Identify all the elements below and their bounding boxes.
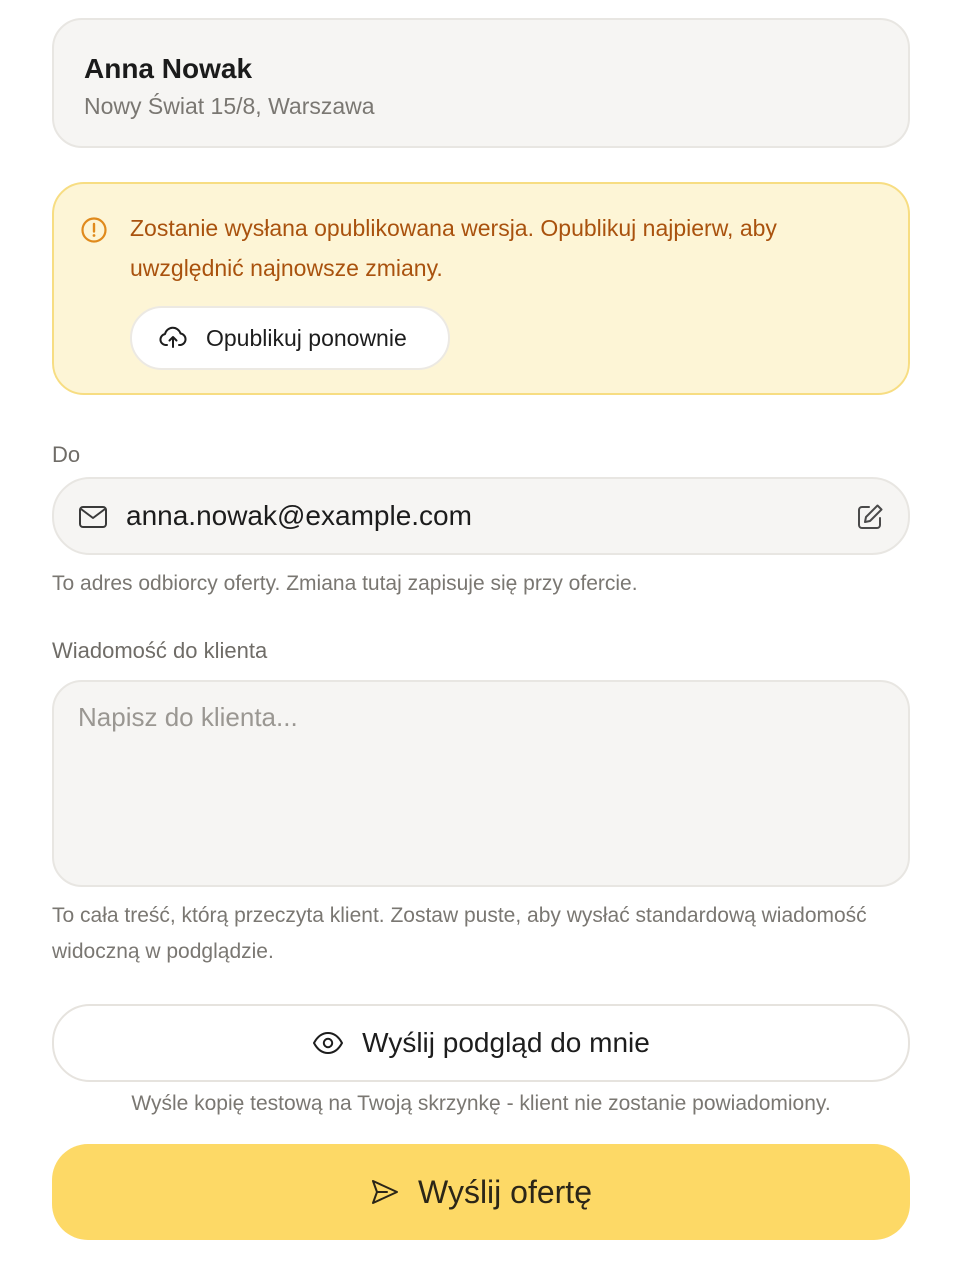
cloud-upload-icon xyxy=(158,323,188,353)
send-offer-button[interactable] xyxy=(52,1144,910,1240)
republish-button-label: Opublikuj ponownie xyxy=(206,324,407,351)
send-icon xyxy=(370,1177,400,1207)
send-preview-button[interactable] xyxy=(52,1004,910,1082)
recipient-email: anna.nowak@example.com xyxy=(126,500,472,531)
preview-note: Wyśle kopię testową na Twoją skrzynkę - klient nie zostanie powiadomiony. xyxy=(131,1092,831,1115)
mail-icon xyxy=(78,504,108,530)
message-helper: To cała treść, którą przeczyta klient. Zostaw puste, aby wysłać standardową wiadomość widoczną w podglądzie. xyxy=(52,904,867,963)
recipient-label: Do xyxy=(52,442,81,467)
publish-warning-banner xyxy=(52,182,910,395)
recipient-helper: To adres odbiorcy oferty. Zmiana tutaj zapisuje się przy ofercie. xyxy=(52,572,638,595)
recipient-field[interactable] xyxy=(52,477,910,555)
eye-icon xyxy=(312,1031,344,1055)
edit-icon[interactable] xyxy=(854,501,886,533)
send-preview-button-label: Wyślij podgląd do mnie xyxy=(362,1027,650,1058)
message-label: Wiadomość do klienta xyxy=(52,638,268,663)
alert-circle-icon xyxy=(80,216,108,244)
client-address: Nowy Świat 15/8, Warszawa xyxy=(84,93,375,119)
client-card xyxy=(52,18,910,148)
republish-button[interactable] xyxy=(130,306,450,370)
message-textarea[interactable] xyxy=(52,680,910,887)
warning-text: Zostanie wysłana opublikowana wersja. Opublikuj najpierw, aby uwzględnić najnowsze zmiany. xyxy=(130,215,777,281)
client-name: Anna Nowak xyxy=(84,53,253,84)
send-offer-button-label: Wyślij ofertę xyxy=(418,1173,592,1210)
